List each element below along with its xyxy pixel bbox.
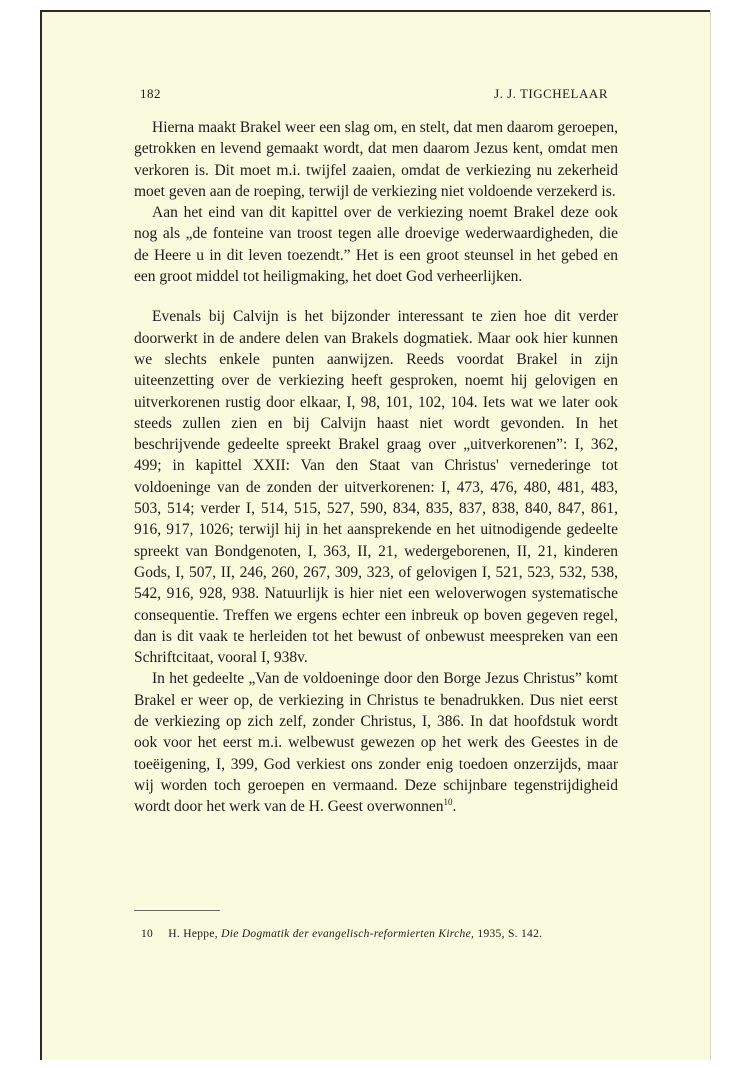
paragraph-2: Aan het eind van dit kapittel over de verkiezing noemt Brakel deze ook nog als „de fonteine van troost tegen alle droevige wederwaardigheden, die de Heere u in dit leven toezendt.” Het is een groot steunsel in het gebed en een groot middel tot heiligmaking, het doet God verheerlijken. — [134, 204, 618, 286]
paragraph-4-text: In het gedeelte „Van de voldoeninge door den Borge Jezus Christus” komt Brakel er weer op, de verkiezing in Christus te benadrukken. Dus niet eerst de verkiezing op zich zelf, zonder Christus, I, 386. In dat hoofdstuk wordt ook voor het eerst m.i. welbewust gewezen op het werk des Geestes in de toeëigening, I, 399, God verkiest ons zonder enig toedoen onzerzijds, maar wij worden toch geroepen en vermaand. Deze schijnbare tegenstrijdigheid wordt door het werk van de H. Geest overwonnen — [134, 670, 618, 816]
running-title: J. J. TIGCHELAAR — [494, 86, 608, 101]
paragraph-3: Evenals bij Calvijn is het bijzonder interessant te zien hoe dit verder doorwerkt in de andere delen van Brakels dogmatiek. Maar ook hier kunnen we slechts enkele punten aanwijzen. Reeds voordat Brakel in zijn uiteenzetting over de verkiezing heeft gesproken, noemt hij gelovigen en uitverkorenen rustig door elkaar, I, 98, 101, 102, 104. Iets wat we later ook steeds zullen zien en bij Calvijn haast niet wordt gevonden. In het beschrijvende gedeelte spreekt Brakel graag over „uitverkorenen”: I, 362, 499; in kapittel XXII: Van den Staat van Christus' vernederinge tot voldoeninge van de zonden der uitverkorenen: I, 473, 476, 480, 481, 483, 503, 514; verder I, 514, 515, 527, 590, 834, 835, 837, 838, 840, 847, 861, 916, 917, 1026; terwijl hij in het aansprekende en het uitnodigende gedeelte spreekt van Bondgenoten, I, 363, II, 21, wedergeborenen, II, 21, kinderen Gods, I, 507, II, 246, 260, 267, 309, 323, of gelovigen I, 521, 523, 532, 538, 542, 916, 928, 938. Natuurlijk is hier niet een weloverwogen systematische consequentie. Treffen we ergens echter een inbreuk op boven gegeven regel, dan is dit vaak te herleiden tot het bewust of onbewust meespreken van een Schriftcitaat, vooral I, 938v. — [134, 308, 618, 667]
footnote-rule — [134, 910, 220, 911]
body-text — [134, 117, 618, 818]
footnote-details: 1935, S. 142. — [477, 928, 543, 940]
footnote-title: Die Dogmatik der evangelisch-reformierten Kirche, — [221, 928, 475, 940]
footnote-number: 10 — [141, 928, 154, 940]
paragraph-1: Hierna maakt Brakel weer een slag om, en stelt, dat men daarom geroepen, getrokken en levend gemaakt wordt, dat men daarom Jezus kent, omdat men verkoren is. Dit moet m.i. twijfel zaaien, omdat de verkiezing nu zekerheid moet geven aan de roeping, terwijl de verkiezing niet voldoende verzekerd is. — [134, 119, 618, 200]
page-number: 182 — [140, 86, 161, 101]
footnote — [141, 928, 621, 940]
running-header — [140, 86, 608, 102]
paragraph-4: In het gedeelte „Van de voldoeninge door den Borge Jezus Christus” komt Brakel er weer op, de verkiezing in Christus te benadrukken. Dus niet eerst de verkiezing op zich zelf, zonder Christus, I, 386. In dat hoofdstuk wordt ook voor het eerst m.i. welbewust gewezen op het werk des Geestes in de toeëigening, I, 399, God verkiest ons zonder enig toedoen onzerzijds, maar wij worden toch geroepen en vermaand. Deze schijnbare tegenstrijdigheid wordt door het werk van de H. Geest overwonnen$^{10}$. — [134, 670, 618, 816]
page-edge — [710, 10, 711, 1060]
footnote-author: H. Heppe, — [168, 928, 218, 940]
footnote-marker[interactable]: 10 — [443, 797, 453, 808]
